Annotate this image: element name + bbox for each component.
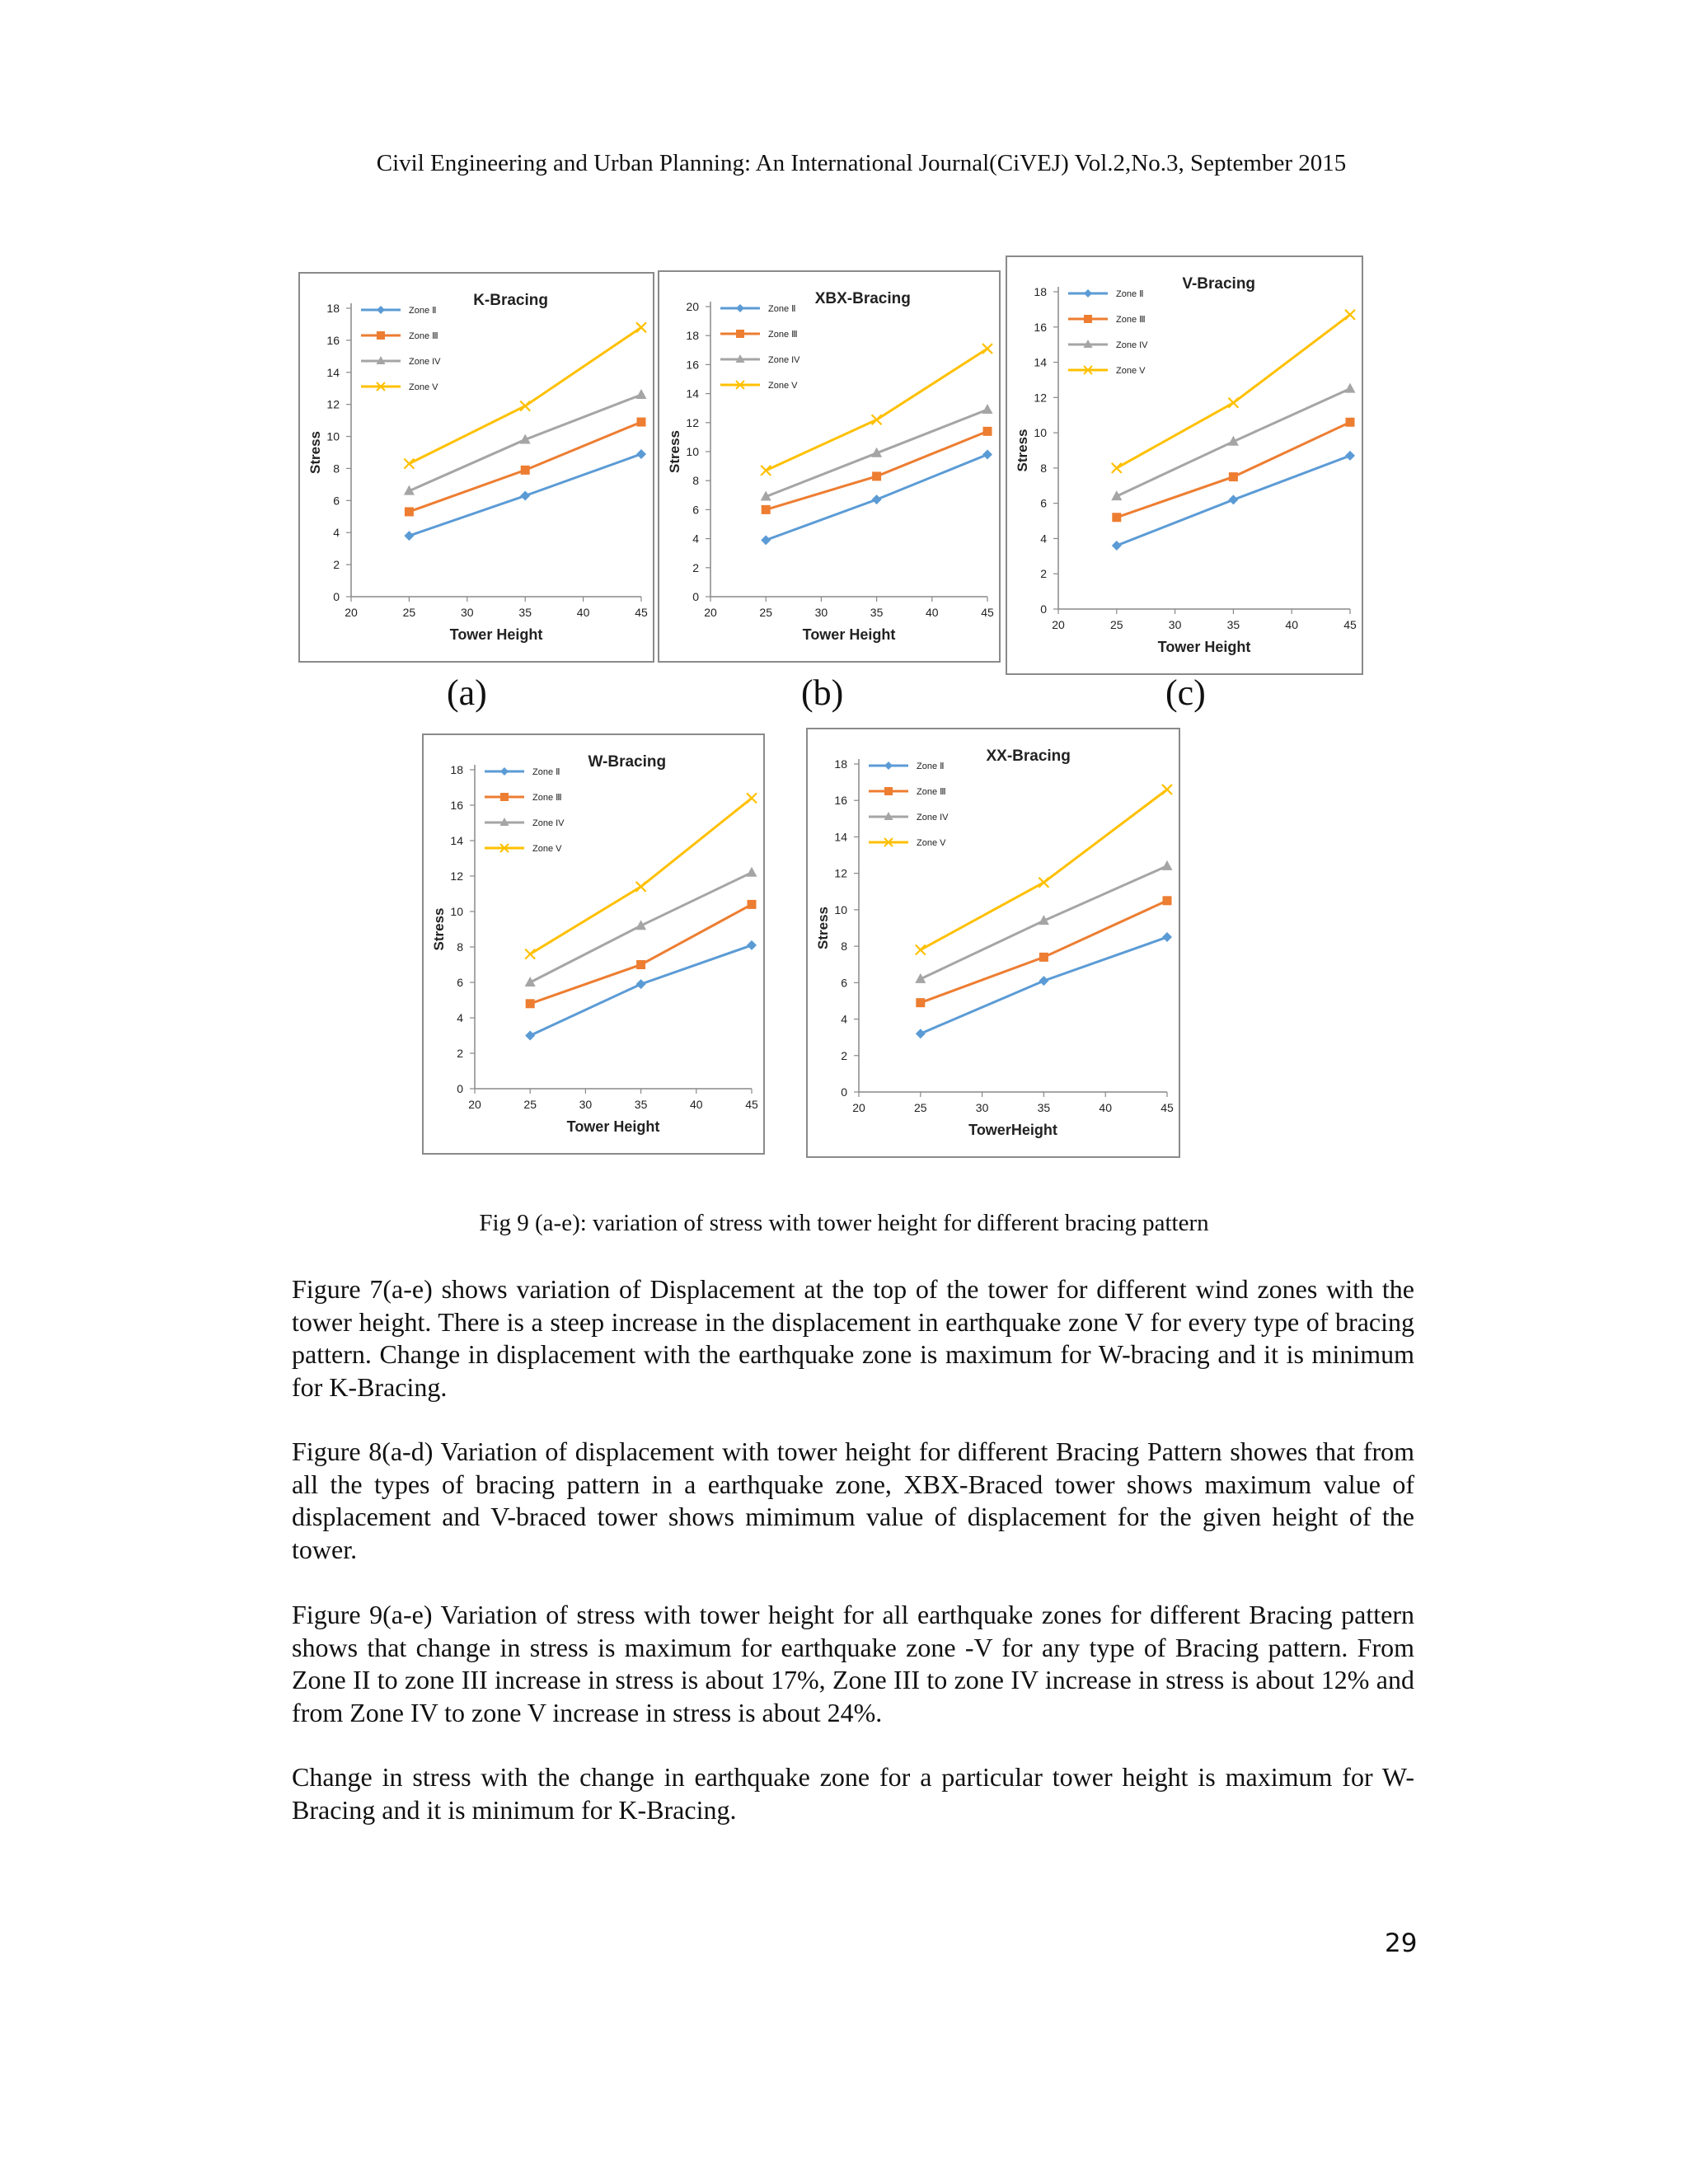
y-tick-label: 16 <box>450 799 463 812</box>
chart-xbx-bracing <box>658 270 1001 663</box>
x-tick-label: 35 <box>518 606 532 619</box>
chart-w-bracing <box>422 733 765 1155</box>
y-tick-label: 4 <box>457 1011 463 1024</box>
data-point-zone <box>405 507 414 516</box>
sublabel-c: (c) <box>1165 673 1206 713</box>
legend-label-zone-iv: Zone IV <box>409 357 441 367</box>
y-tick-label: 0 <box>333 590 340 603</box>
data-point-zone <box>1163 896 1172 905</box>
y-tick-label: 10 <box>1034 426 1047 440</box>
legend-label-zone-iv: Zone IV <box>917 813 949 823</box>
data-point-zone <box>525 1031 535 1041</box>
y-tick-label: 0 <box>457 1082 463 1095</box>
x-tick-label: 25 <box>402 606 416 619</box>
data-point-zone-v <box>1162 785 1172 794</box>
data-point-zone <box>983 427 992 436</box>
y-tick-label: 0 <box>692 590 699 603</box>
y-tick-label: 18 <box>450 763 463 776</box>
sublabel-a: (a) <box>447 673 487 713</box>
data-point-zone-iv <box>1345 383 1356 393</box>
x-tick-label: 35 <box>634 1098 648 1111</box>
data-point-zone-v <box>404 459 414 469</box>
x-tick-label: 40 <box>926 606 939 619</box>
legend-label-zone: Zone Ⅱ <box>532 767 560 777</box>
x-tick-label: 45 <box>635 606 648 619</box>
x-tick-label: 40 <box>1285 618 1298 631</box>
data-point-zone <box>404 531 414 541</box>
y-tick-label: 8 <box>457 940 463 954</box>
x-tick-label: 35 <box>1037 1101 1051 1114</box>
x-tick-label: 20 <box>704 606 717 619</box>
series-line-zone <box>530 945 752 1036</box>
y-axis-label: Stress <box>1015 429 1030 472</box>
data-point-zone-iv <box>636 389 647 399</box>
y-tick-label: 14 <box>834 830 847 844</box>
data-point-zone <box>1112 541 1122 551</box>
paragraph-1: Figure 7(a-e) shows variation of Displacement at the top of the tower for different wind zones with the tower height. There is a steep increase in the displacement in earthquake zone V for every type of bracing pattern. Change in displacement with the earthquake zone is maximum for W-bracing and it is minimum for K-Bracing. <box>292 1274 1414 1402</box>
legend-label-zone-v: Zone V <box>768 381 798 391</box>
data-point-zone <box>1039 976 1048 986</box>
x-tick-label: 35 <box>1226 618 1240 631</box>
x-tick-label: 25 <box>914 1101 927 1114</box>
chart-v-bracing <box>1006 255 1363 675</box>
y-tick-label: 0 <box>841 1085 847 1099</box>
legend-label-zone-v: Zone V <box>409 382 438 392</box>
paragraph-2: Figure 8(a-d) Variation of displacement with tower height for different Bracing Pattern showes that from all the types of bracing pattern in a earthquake zone, XBX-Braced tower shows maximum value of displacement and V-braced tower shows mimimum value of displacement for the given height of the tower. <box>292 1436 1414 1564</box>
y-tick-label: 8 <box>1040 461 1047 475</box>
legend-marker-zone <box>1084 315 1092 323</box>
legend-marker-zone <box>1084 289 1092 298</box>
y-tick-label: 4 <box>841 1012 847 1026</box>
y-tick-label: 6 <box>1040 496 1047 510</box>
data-point-zone <box>1112 513 1121 522</box>
y-tick-label: 16 <box>1034 320 1047 334</box>
x-tick-label: 20 <box>468 1098 481 1111</box>
x-axis-label: Tower Height <box>1157 639 1251 655</box>
y-tick-label: 6 <box>333 494 340 508</box>
y-tick-label: 2 <box>1040 567 1047 581</box>
legend-label-zone: Zone Ⅱ <box>409 306 437 316</box>
data-point-zone-v <box>1228 398 1238 408</box>
y-tick-label: 2 <box>333 558 340 572</box>
data-point-zone <box>916 1029 926 1038</box>
data-point-zone-iv <box>982 404 993 414</box>
y-tick-label: 8 <box>841 940 847 954</box>
y-tick-label: 6 <box>457 976 463 989</box>
legend-label-zone-v: Zone V <box>917 838 946 848</box>
y-tick-label: 12 <box>326 397 340 411</box>
data-point-zone <box>872 471 881 480</box>
data-point-zone <box>872 494 882 504</box>
legend-label-zone-iv: Zone IV <box>768 355 800 365</box>
data-point-zone-v <box>525 949 535 959</box>
running-header: Civil Engineering and Urban Planning: An International Journal(CiVEJ) Vol.2,No.3, September 2015 <box>376 150 1347 176</box>
x-tick-label: 40 <box>1099 1101 1112 1114</box>
x-tick-label: 25 <box>759 606 772 619</box>
legend-label-zone-iv: Zone IV <box>532 818 565 828</box>
data-point-zone <box>520 491 530 501</box>
x-tick-label: 40 <box>690 1098 703 1111</box>
x-tick-label: 30 <box>579 1098 593 1111</box>
legend-marker-zone <box>736 330 744 338</box>
data-point-zone <box>982 450 992 460</box>
y-tick-label: 6 <box>841 976 847 990</box>
data-point-zone <box>761 535 771 545</box>
series-line-zone-v <box>921 790 1167 950</box>
y-tick-label: 2 <box>457 1047 463 1060</box>
y-tick-label: 18 <box>1034 285 1047 298</box>
y-tick-label: 12 <box>1034 391 1047 405</box>
y-tick-label: 16 <box>326 333 340 347</box>
chart-k-bracing <box>298 272 654 663</box>
legend-label-zone: Zone Ⅱ <box>917 762 945 771</box>
y-tick-label: 18 <box>834 757 847 771</box>
x-tick-label: 20 <box>852 1101 865 1114</box>
data-point-zone <box>1345 451 1355 461</box>
x-tick-label: 45 <box>1160 1101 1174 1114</box>
data-point-zone <box>916 998 925 1007</box>
data-point-zone <box>637 418 646 427</box>
data-point-zone <box>1346 418 1355 427</box>
x-tick-label: 20 <box>1052 618 1065 631</box>
y-tick-label: 14 <box>1034 355 1047 369</box>
legend-marker-zone <box>377 331 385 340</box>
chart-title: K-Bracing <box>473 292 548 309</box>
data-point-zone <box>1229 472 1238 481</box>
legend-marker-zone <box>884 762 893 770</box>
x-tick-label: 45 <box>1343 618 1357 631</box>
legend-marker-zone <box>736 304 744 312</box>
y-tick-label: 16 <box>686 358 699 372</box>
data-point-zone <box>1162 932 1172 942</box>
legend-label-zone-v: Zone V <box>532 844 562 854</box>
data-point-zone <box>748 900 757 909</box>
data-point-zone <box>636 960 645 969</box>
data-point-zone-v <box>1039 878 1048 888</box>
legend-label-zone: Zone Ⅲ <box>917 787 946 797</box>
legend-label-zone-v: Zone V <box>1116 366 1146 376</box>
y-tick-label: 10 <box>834 902 847 916</box>
y-tick-label: 8 <box>333 462 340 476</box>
y-tick-label: 20 <box>686 300 699 313</box>
y-tick-label: 4 <box>333 526 340 540</box>
legend-label-zone: Zone Ⅱ <box>768 304 796 314</box>
legend-label-zone: Zone Ⅱ <box>1116 289 1144 299</box>
x-tick-label: 30 <box>461 606 474 619</box>
legend-label-zone-iv: Zone IV <box>1116 340 1148 350</box>
data-point-zone-v <box>761 466 771 476</box>
page-number: 29 <box>1385 1929 1418 1958</box>
data-point-zone <box>521 466 530 475</box>
data-point-zone-v <box>1345 310 1355 320</box>
paragraph-4: Change in stress with the change in earthquake zone for a particular tower height is maximum for W-Bracing and it is minimum for K-Bracing. <box>292 1762 1414 1825</box>
y-tick-label: 18 <box>686 329 699 343</box>
y-tick-label: 2 <box>841 1048 847 1062</box>
x-tick-label: 30 <box>1168 618 1182 631</box>
data-point-zone <box>762 505 771 514</box>
data-point-zone <box>526 999 535 1008</box>
y-tick-label: 12 <box>450 869 463 883</box>
y-tick-label: 8 <box>692 474 699 488</box>
legend-label-zone: Zone Ⅲ <box>768 330 798 340</box>
legend-label-zone: Zone Ⅲ <box>409 331 438 341</box>
data-point-zone-v <box>872 415 882 424</box>
x-axis-label: Tower Height <box>449 626 543 643</box>
x-tick-label: 20 <box>345 606 358 619</box>
chart-title: XX-Bracing <box>986 748 1071 765</box>
x-tick-label: 45 <box>981 606 994 619</box>
legend-marker-zone <box>377 306 385 314</box>
data-point-zone-v <box>916 945 926 955</box>
y-tick-label: 18 <box>326 302 340 315</box>
y-tick-label: 0 <box>1040 602 1047 616</box>
y-tick-label: 6 <box>692 503 699 517</box>
data-point-zone <box>636 979 646 989</box>
x-tick-label: 35 <box>870 606 884 619</box>
y-tick-label: 14 <box>686 387 699 401</box>
y-axis-label: Stress <box>307 431 323 474</box>
y-tick-label: 14 <box>450 834 463 847</box>
y-axis-label: Stress <box>431 907 447 951</box>
chart-title: V-Bracing <box>1182 275 1256 293</box>
data-point-zone <box>1228 494 1238 504</box>
x-axis-label: Tower Height <box>566 1118 660 1135</box>
y-tick-label: 16 <box>834 794 847 808</box>
chart-xx-bracing <box>806 728 1180 1158</box>
x-tick-label: 25 <box>1110 618 1123 631</box>
data-point-zone <box>747 940 757 950</box>
y-tick-label: 2 <box>692 560 699 574</box>
y-tick-label: 12 <box>834 866 847 880</box>
data-point-zone-v <box>747 793 757 803</box>
x-axis-label: TowerHeight <box>968 1122 1057 1138</box>
data-point-zone-v <box>636 322 646 332</box>
legend-marker-zone <box>500 793 509 801</box>
paragraph-3: Figure 9(a-e) Variation of stress with tower height for all earthquake zones for different Bracing pattern shows that change in stress is maximum for earthquake zone -V for any type of Bracing pattern. From Zone II to zone III increase in stress is about 17%, Zone III to zone IV increase in stress is about 12% and from Zone IV to zone V increase in stress is about 24%. <box>292 1600 1414 1727</box>
x-axis-label: Tower Height <box>802 626 896 643</box>
data-point-zone-iv <box>747 867 757 877</box>
y-tick-label: 10 <box>686 445 699 458</box>
y-tick-label: 4 <box>692 532 699 546</box>
data-point-zone-v <box>520 401 530 411</box>
y-tick-label: 10 <box>450 905 463 918</box>
y-tick-label: 12 <box>686 415 699 429</box>
sublabel-b: (b) <box>801 673 844 713</box>
data-point-zone-iv <box>1162 860 1173 870</box>
data-point-zone-v <box>982 344 992 354</box>
x-tick-label: 45 <box>745 1098 758 1111</box>
chart-title: XBX-Bracing <box>814 290 911 307</box>
legend-label-zone: Zone Ⅲ <box>532 793 562 803</box>
y-tick-label: 10 <box>326 429 340 443</box>
data-point-zone-v <box>1112 463 1122 473</box>
y-axis-label: Stress <box>815 907 831 949</box>
chart-title: W-Bracing <box>588 753 667 771</box>
y-axis-label: Stress <box>667 430 682 473</box>
figure-caption: Fig 9 (a-e): variation of stress with tower height for different bracing pattern <box>479 1210 1209 1236</box>
y-tick-label: 4 <box>1040 532 1047 546</box>
legend-marker-zone <box>500 767 509 776</box>
legend-marker-zone <box>884 787 893 795</box>
x-tick-label: 40 <box>576 606 590 619</box>
x-tick-label: 30 <box>975 1101 989 1114</box>
x-tick-label: 30 <box>814 606 828 619</box>
x-tick-label: 25 <box>523 1098 537 1111</box>
legend-label-zone: Zone Ⅲ <box>1116 315 1146 325</box>
y-tick-label: 14 <box>326 365 340 379</box>
data-point-zone <box>636 449 646 459</box>
data-point-zone-v <box>636 882 646 892</box>
data-point-zone <box>1039 953 1048 962</box>
